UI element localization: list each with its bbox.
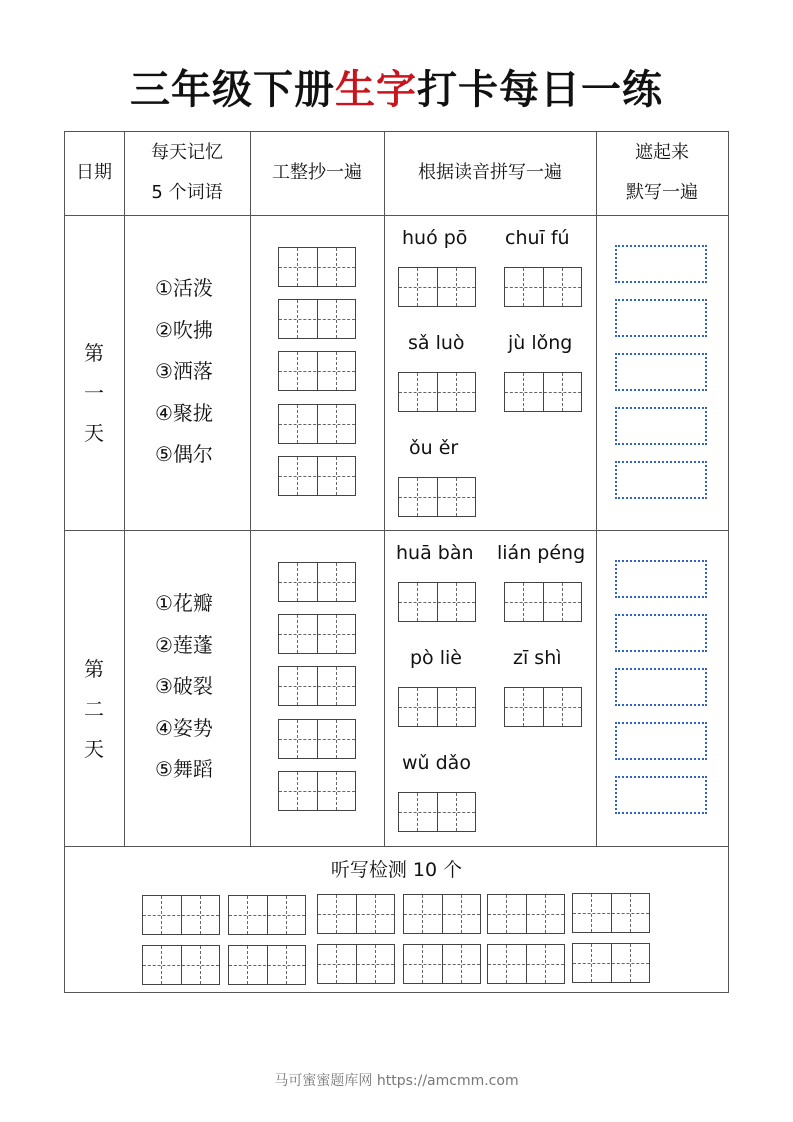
pinyin-label: lián péng xyxy=(497,542,586,564)
header-date-text: 日期 xyxy=(76,162,112,183)
header-cover-line1: 遮起来 xyxy=(635,142,689,163)
pinyin-grid[interactable] xyxy=(504,267,582,307)
dictation-grid[interactable] xyxy=(572,893,650,933)
cover-write-box[interactable] xyxy=(615,722,707,760)
day2-label-char: 第 xyxy=(84,657,104,681)
pinyin-grid[interactable] xyxy=(398,792,476,832)
title-part1: 三年级下册 xyxy=(130,67,335,113)
day2-label-char: 天 xyxy=(84,737,104,761)
pinyin-grid[interactable] xyxy=(398,582,476,622)
pinyin-grid[interactable] xyxy=(398,477,476,517)
copy-grid[interactable] xyxy=(278,456,356,496)
copy-grid[interactable] xyxy=(278,614,356,654)
dictation-grid[interactable] xyxy=(317,944,395,984)
day2-label xyxy=(74,649,114,769)
header-pinyin-write xyxy=(384,131,596,215)
header-copy-text: 工整抄一遍 xyxy=(272,162,362,183)
dictation-grid[interactable] xyxy=(403,944,481,984)
col-divider-4 xyxy=(596,131,597,847)
dictation-grid[interactable] xyxy=(317,894,395,934)
cover-write-box[interactable] xyxy=(615,299,707,337)
header-memorize-line1: 每天记忆 xyxy=(151,142,223,163)
word-item: ①活泼 xyxy=(155,276,213,300)
copy-grid[interactable] xyxy=(278,666,356,706)
pinyin-label: pò liè xyxy=(410,647,462,669)
pinyin-grid[interactable] xyxy=(398,372,476,412)
word-item: ③洒落 xyxy=(155,359,213,383)
cover-write-box[interactable] xyxy=(615,776,707,814)
word-item: ⑤偶尔 xyxy=(155,442,213,466)
pinyin-label: jù lǒng xyxy=(508,332,573,354)
pinyin-label: huó pō xyxy=(402,227,468,249)
header-memorize-line2: 5 个词语 xyxy=(151,182,223,203)
header-memorize xyxy=(124,131,250,215)
header-pinyin-write-text: 根据读音拼写一遍 xyxy=(418,162,562,183)
dictation-grid[interactable] xyxy=(487,894,565,934)
header-cover-line2: 默写一遍 xyxy=(626,182,698,203)
copy-grid[interactable] xyxy=(278,247,356,287)
day1-label-char: 天 xyxy=(84,421,104,445)
header-cover xyxy=(596,131,728,215)
copy-grid[interactable] xyxy=(278,719,356,759)
copy-grid[interactable] xyxy=(278,404,356,444)
copy-grid[interactable] xyxy=(278,351,356,391)
pinyin-label: chuī fú xyxy=(505,227,570,249)
col-divider-3 xyxy=(384,131,385,847)
copy-grid[interactable] xyxy=(278,562,356,602)
cover-write-box[interactable] xyxy=(615,353,707,391)
word-item: ②吹拂 xyxy=(155,317,213,342)
day2-label-char: 二 xyxy=(84,697,104,721)
day-divider xyxy=(64,530,729,531)
dictation-grid[interactable] xyxy=(403,894,481,934)
day1-label xyxy=(74,333,114,453)
word-item: ③破裂 xyxy=(155,674,213,698)
dictation-divider xyxy=(64,846,729,847)
pinyin-grid[interactable] xyxy=(398,687,476,727)
day1-label-char: 一 xyxy=(84,381,104,405)
dictation-grid[interactable] xyxy=(142,895,220,935)
cover-write-box[interactable] xyxy=(615,407,707,445)
pinyin-grid[interactable] xyxy=(504,372,582,412)
dictation-grid[interactable] xyxy=(228,895,306,935)
cover-write-box[interactable] xyxy=(615,245,707,283)
dictation-grid[interactable] xyxy=(572,943,650,983)
word-item: ①花瓣 xyxy=(155,591,213,615)
word-item: ④聚拢 xyxy=(155,400,213,425)
pinyin-grid[interactable] xyxy=(504,582,582,622)
word-item: ④姿势 xyxy=(155,715,213,740)
day1-label-char: 第 xyxy=(84,341,104,365)
pinyin-label: ǒu ěr xyxy=(409,437,459,459)
copy-grid[interactable] xyxy=(278,299,356,339)
copy-grid[interactable] xyxy=(278,771,356,811)
cover-write-box[interactable] xyxy=(615,560,707,598)
pinyin-grid[interactable] xyxy=(504,687,582,727)
table-border-bottom xyxy=(64,992,729,993)
dictation-label: 听写检测 10 个 xyxy=(330,859,463,881)
dictation-grid[interactable] xyxy=(228,945,306,985)
word-item: ②莲蓬 xyxy=(155,632,213,657)
cover-write-box[interactable] xyxy=(615,614,707,652)
pinyin-label: wǔ dǎo xyxy=(402,752,471,774)
title-part3: 打卡每日一练 xyxy=(417,67,663,113)
pinyin-label: zī shì xyxy=(513,647,562,669)
pinyin-grid[interactable] xyxy=(398,267,476,307)
footer-watermark: 马可蜜蜜题库网 https://amcmm.com xyxy=(274,1073,519,1089)
day2-word-list xyxy=(155,583,213,791)
col-divider-2 xyxy=(250,131,251,847)
header-divider xyxy=(64,215,729,216)
header-copy xyxy=(250,131,384,215)
cover-write-box[interactable] xyxy=(615,461,707,499)
cover-write-box[interactable] xyxy=(615,668,707,706)
col-divider-1 xyxy=(124,131,125,847)
day1-word-list xyxy=(155,268,213,476)
header-date xyxy=(64,131,124,215)
page-title xyxy=(0,62,793,118)
dictation-grid[interactable] xyxy=(487,944,565,984)
title-highlight: 生字 xyxy=(335,67,417,113)
word-item: ⑤舞蹈 xyxy=(155,757,213,781)
dictation-grid[interactable] xyxy=(142,945,220,985)
pinyin-label: huā bàn xyxy=(396,542,474,564)
pinyin-label: sǎ luò xyxy=(408,332,465,354)
